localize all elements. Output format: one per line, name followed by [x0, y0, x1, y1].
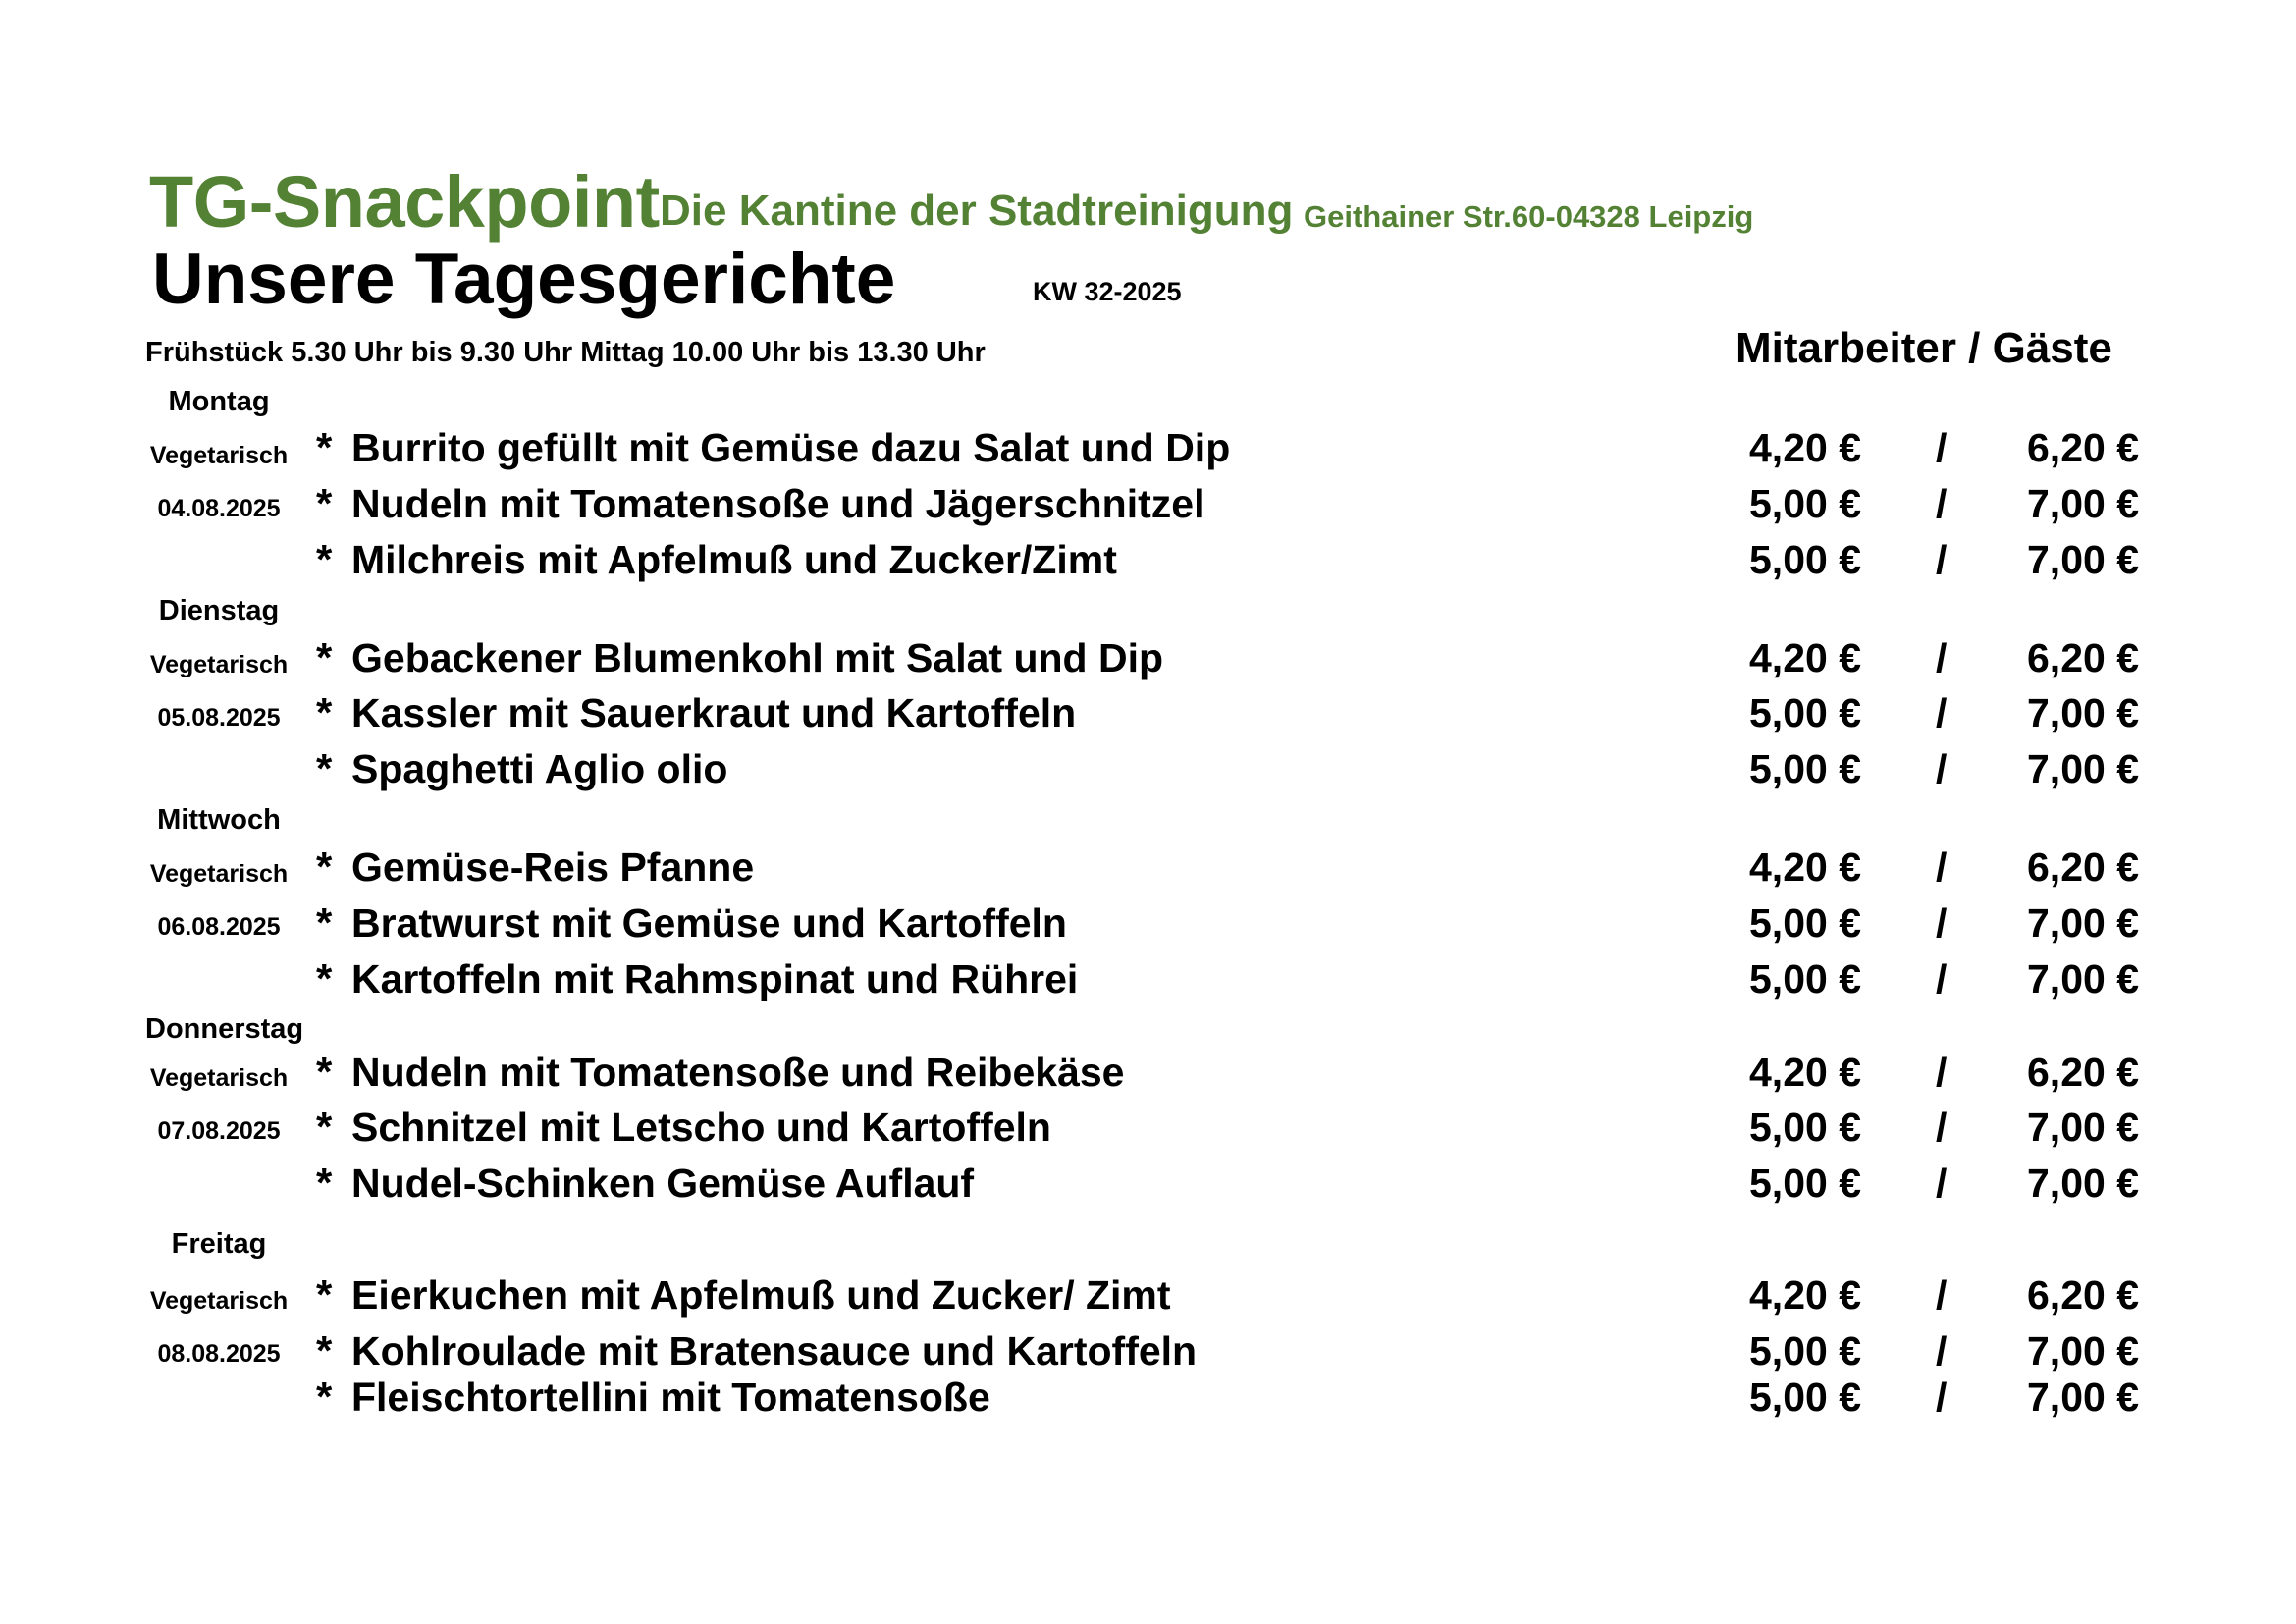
price-guest: 7,00 € [2027, 956, 2139, 1001]
dish-name: Kartoffeln mit Rahmspinat und Rührei [351, 956, 1079, 1001]
price-guest: 6,20 € [2027, 1050, 2139, 1095]
brand-name: TG-Snackpoint [149, 161, 660, 243]
dish-name: Gebackener Blumenkohl mit Salat und Dip [351, 635, 1164, 680]
dish-name: Nudeln mit Tomatensoße und Reibekäse [351, 1050, 1125, 1095]
day-date: 08.08.2025 [157, 1340, 281, 1368]
price-staff: 5,00 € [1749, 690, 1861, 735]
dish-bullet: * [316, 536, 333, 582]
price-staff: 5,00 € [1749, 481, 1861, 526]
price-separator: / [1936, 1328, 1948, 1374]
brand-subtitle: Die Kantine der Stadtreinigung [660, 187, 1294, 235]
day-name: Freitag [171, 1228, 267, 1260]
price-staff: 5,00 € [1749, 1328, 1861, 1374]
dish-bullet: * [316, 634, 333, 680]
day-date: 06.08.2025 [157, 913, 281, 941]
price-guest: 7,00 € [2027, 1328, 2139, 1374]
day-name: Donnerstag [145, 1013, 304, 1045]
vegetarian-label: Vegetarisch [149, 1287, 289, 1315]
week-label: KW 32-2025 [1033, 277, 1182, 306]
dish-bullet: * [316, 1327, 333, 1374]
vegetarian-label: Vegetarisch [149, 651, 289, 678]
price-staff: 4,20 € [1749, 635, 1861, 680]
dish-name: Eierkuchen mit Apfelmuß und Zucker/ Zimt [351, 1272, 1171, 1318]
price-guest: 6,20 € [2027, 1272, 2139, 1318]
dish-name: Kassler mit Sauerkraut und Kartoffeln [351, 690, 1077, 735]
day-name: Mittwoch [157, 804, 281, 836]
dish-name: Nudel-Schinken Gemüse Auflauf [351, 1161, 975, 1206]
price-separator: / [1936, 1105, 1948, 1150]
price-staff: 5,00 € [1749, 1375, 1861, 1420]
day-date: 04.08.2025 [157, 495, 281, 522]
dish-bullet: * [316, 1104, 333, 1150]
price-separator: / [1936, 425, 1948, 470]
day-name: Montag [168, 386, 270, 417]
price-separator: / [1936, 635, 1948, 680]
price-guest: 6,20 € [2027, 425, 2139, 470]
vegetarian-label: Vegetarisch [149, 442, 289, 469]
price-guest: 7,00 € [2027, 481, 2139, 526]
dish-name: Burrito gefüllt mit Gemüse dazu Salat und Dip [351, 425, 1231, 470]
dish-name: Bratwurst mit Gemüse und Kartoffeln [351, 900, 1067, 946]
price-guest: 7,00 € [2027, 1375, 2139, 1420]
price-separator: / [1936, 1161, 1948, 1206]
price-guest: 7,00 € [2027, 690, 2139, 735]
dish-name: Fleischtortellini mit Tomatensoße [351, 1375, 990, 1420]
price-separator: / [1936, 1050, 1948, 1095]
price-staff: 5,00 € [1749, 1161, 1861, 1206]
dish-bullet: * [316, 1272, 333, 1318]
dish-name: Kohlroulade mit Bratensauce und Kartoffeln [351, 1328, 1198, 1374]
price-column-header: Mitarbeiter / Gäste [1735, 324, 2112, 372]
price-guest: 7,00 € [2027, 537, 2139, 582]
price-guest: 7,00 € [2027, 900, 2139, 946]
vegetarian-label: Vegetarisch [149, 1064, 289, 1092]
price-separator: / [1936, 956, 1948, 1001]
day-date: 07.08.2025 [157, 1117, 281, 1145]
price-staff: 4,20 € [1749, 1272, 1861, 1318]
price-staff: 5,00 € [1749, 1105, 1861, 1150]
day-date: 05.08.2025 [157, 704, 281, 731]
price-guest: 6,20 € [2027, 635, 2139, 680]
dish-bullet: * [316, 424, 333, 470]
price-guest: 7,00 € [2027, 1105, 2139, 1150]
dish-bullet: * [316, 1160, 333, 1206]
dish-name: Gemüse-Reis Pfanne [351, 844, 755, 890]
price-staff: 4,20 € [1749, 844, 1861, 890]
dish-bullet: * [316, 480, 333, 526]
price-separator: / [1936, 1375, 1948, 1420]
price-separator: / [1936, 746, 1948, 791]
vegetarian-label: Vegetarisch [149, 860, 289, 888]
dish-name: Nudeln mit Tomatensoße und Jägerschnitzel [351, 481, 1205, 526]
opening-hours: Frühstück 5.30 Uhr bis 9.30 Uhr Mittag 10.00 Uhr bis 13.30 Uhr [145, 337, 986, 368]
dish-bullet: * [316, 1374, 333, 1420]
dish-bullet: * [316, 1049, 333, 1095]
price-separator: / [1936, 481, 1948, 526]
dish-bullet: * [316, 843, 333, 890]
price-guest: 7,00 € [2027, 746, 2139, 791]
price-staff: 5,00 € [1749, 746, 1861, 791]
price-staff: 4,20 € [1749, 1050, 1861, 1095]
price-guest: 7,00 € [2027, 1161, 2139, 1206]
price-staff: 4,20 € [1749, 425, 1861, 470]
dish-name: Schnitzel mit Letscho und Kartoffeln [351, 1105, 1051, 1150]
dish-name: Spaghetti Aglio olio [351, 746, 728, 791]
price-staff: 5,00 € [1749, 537, 1861, 582]
dish-bullet: * [316, 689, 333, 735]
price-separator: / [1936, 1272, 1948, 1318]
price-separator: / [1936, 537, 1948, 582]
dish-bullet: * [316, 745, 333, 791]
price-staff: 5,00 € [1749, 956, 1861, 1001]
page-title: Unsere Tagesgerichte [152, 240, 896, 319]
price-separator: / [1936, 690, 1948, 735]
price-guest: 6,20 € [2027, 844, 2139, 890]
dish-name: Milchreis mit Apfelmuß und Zucker/Zimt [351, 537, 1117, 582]
dish-bullet: * [316, 955, 333, 1001]
day-name: Dienstag [158, 595, 280, 626]
brand-address: Geithainer Str.60-04328 Leipzig [1304, 199, 1754, 234]
price-staff: 5,00 € [1749, 900, 1861, 946]
price-separator: / [1936, 900, 1948, 946]
price-separator: / [1936, 844, 1948, 890]
dish-bullet: * [316, 899, 333, 946]
